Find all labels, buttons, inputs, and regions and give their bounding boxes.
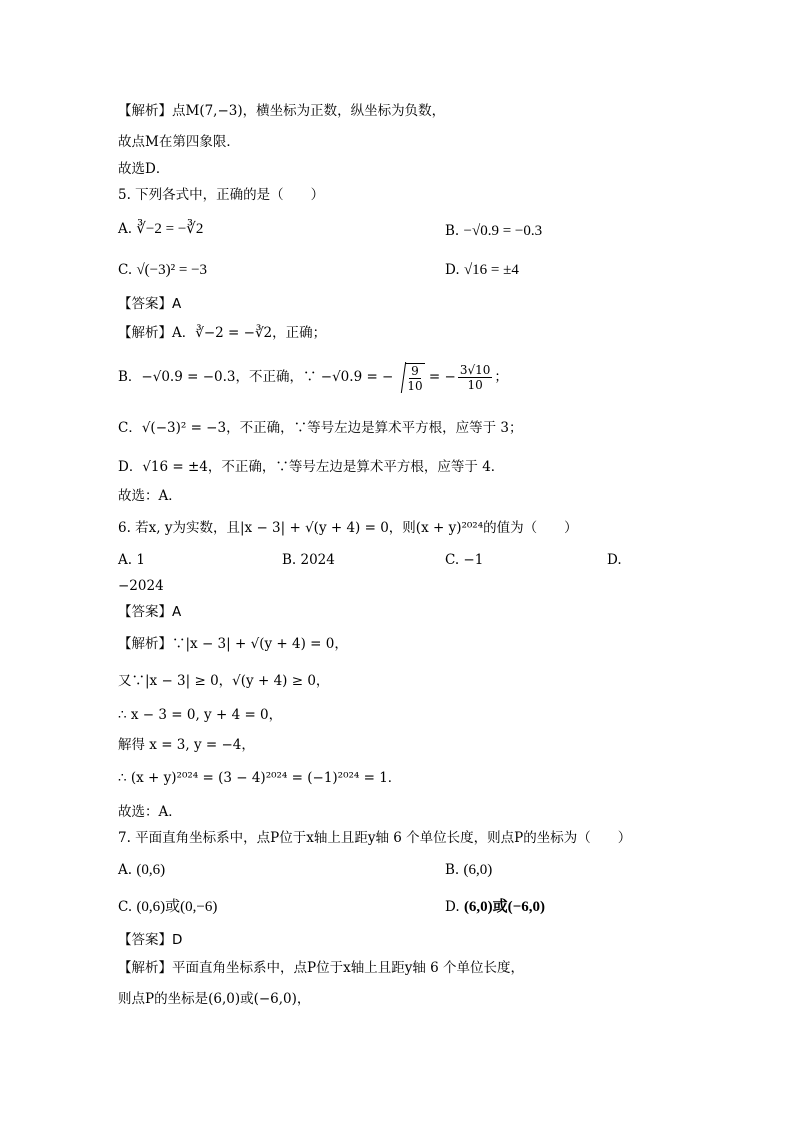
option-expr: ∛−2 = −∛2 bbox=[136, 221, 204, 237]
q6-solution-4: 解得 x = 3, y = −4， bbox=[118, 737, 255, 753]
option-expr: (6,0)或(−6,0) bbox=[463, 899, 545, 915]
solution-text: A．∛−2 = −∛2，正确； bbox=[172, 325, 327, 341]
q5-option-b bbox=[445, 222, 542, 240]
q5-option-c bbox=[118, 261, 207, 279]
q6-option-d-value: −2024 bbox=[118, 578, 164, 594]
solution-label: 【解析】 bbox=[118, 103, 172, 119]
option-expr: (6,0) bbox=[463, 862, 493, 878]
option-expr: √(−3)² = −3 bbox=[136, 262, 208, 278]
fraction-numerator: 9 bbox=[411, 364, 419, 378]
q6-option-a: A. 1 bbox=[118, 552, 145, 568]
fraction-numerator: 3√10 bbox=[459, 363, 491, 377]
question-7-stem: 7. 平面直角坐标系中，点P位于x轴上且距y轴 6 个单位长度，则点P的坐标为（ ） bbox=[118, 830, 632, 846]
q6-pick: 故选：A． bbox=[118, 804, 182, 820]
solution-text: 点M(7,−3)，横坐标为正数，纵坐标为负数， bbox=[172, 103, 446, 119]
option-letter: B. bbox=[445, 223, 460, 239]
solution-text: B．−√0.9 = −0.3，不正确，∵ −√0.9 = − bbox=[118, 369, 394, 385]
solution-line-1 bbox=[118, 102, 445, 120]
option-letter: D. bbox=[445, 899, 460, 915]
q5-solution-b bbox=[118, 362, 508, 393]
q7-option-b bbox=[445, 861, 492, 879]
semicolon: ； bbox=[494, 369, 508, 385]
q7-solution-2: 则点P的坐标是(6,0)或(−6,0)， bbox=[118, 991, 311, 1007]
q5-pick: 故选：A． bbox=[118, 488, 182, 504]
sqrt-fraction bbox=[393, 362, 424, 393]
q5-solution-a bbox=[118, 324, 326, 342]
q6-option-c: C. −1 bbox=[445, 552, 484, 568]
q6-solution-1: 【解析】∵|x − 3| + √(y + 4) = 0， bbox=[118, 636, 348, 652]
solution-line-2: 故点M在第四象限． bbox=[118, 134, 240, 150]
option-letter: C. bbox=[118, 899, 133, 915]
option-letter: A. bbox=[118, 862, 133, 878]
q6-option-b: B. 2024 bbox=[282, 552, 335, 568]
equals-sign: = − bbox=[424, 369, 456, 385]
fraction-denominator: 10 bbox=[407, 379, 423, 393]
q7-option-a bbox=[118, 861, 165, 879]
q6-answer: 【答案】A bbox=[118, 604, 182, 620]
option-letter: D. bbox=[445, 262, 460, 278]
solution-line-3: 故选D． bbox=[118, 161, 170, 177]
q5-solution-d: D．√16 = ±4，不正确，∵等号左边是算术平方根，应等于 4． bbox=[118, 459, 505, 475]
q7-answer: 【答案】D bbox=[118, 932, 183, 948]
question-6-stem: 6. 若x, y为实数，且|x − 3| + √(y + 4) = 0，则(x + y)²⁰²⁴的值为（ ） bbox=[118, 520, 578, 536]
q7-option-d bbox=[445, 898, 545, 916]
option-letter: A. bbox=[118, 221, 133, 237]
fraction-denominator: 10 bbox=[467, 378, 483, 392]
q5-option-a bbox=[118, 220, 203, 238]
option-expr: −√0.9 = −0.3 bbox=[463, 223, 543, 239]
q6-solution-3: ∴ x − 3 = 0, y + 4 = 0， bbox=[118, 707, 283, 723]
q6-option-d: D. bbox=[607, 552, 622, 568]
option-letter: C. bbox=[118, 262, 133, 278]
q5-option-d bbox=[445, 261, 519, 279]
option-letter: B. bbox=[445, 862, 460, 878]
q6-solution-2: 又∵|x − 3| ≥ 0，√(y + 4) ≥ 0， bbox=[118, 673, 330, 689]
question-5-stem: 5. 下列各式中，正确的是（ ） bbox=[118, 187, 325, 203]
q7-option-c bbox=[118, 898, 217, 916]
q7-solution-1: 【解析】平面直角坐标系中，点P位于x轴上且距y轴 6 个单位长度， bbox=[118, 960, 524, 976]
option-expr: (0,6) bbox=[136, 862, 166, 878]
q5-solution-c: C．√(−3)² = −3，不正确，∵等号左边是算术平方根，应等于 3； bbox=[118, 420, 523, 436]
q6-solution-5: ∴ (x + y)²⁰²⁴ = (3 − 4)²⁰²⁴ = (−1)²⁰²⁴ = 1． bbox=[118, 770, 402, 786]
option-expr: √16 = ±4 bbox=[463, 262, 519, 278]
option-expr: (0,6)或(0,−6) bbox=[136, 899, 218, 915]
solution-label: 【解析】 bbox=[118, 325, 172, 341]
q5-answer: 【答案】A bbox=[118, 296, 182, 312]
